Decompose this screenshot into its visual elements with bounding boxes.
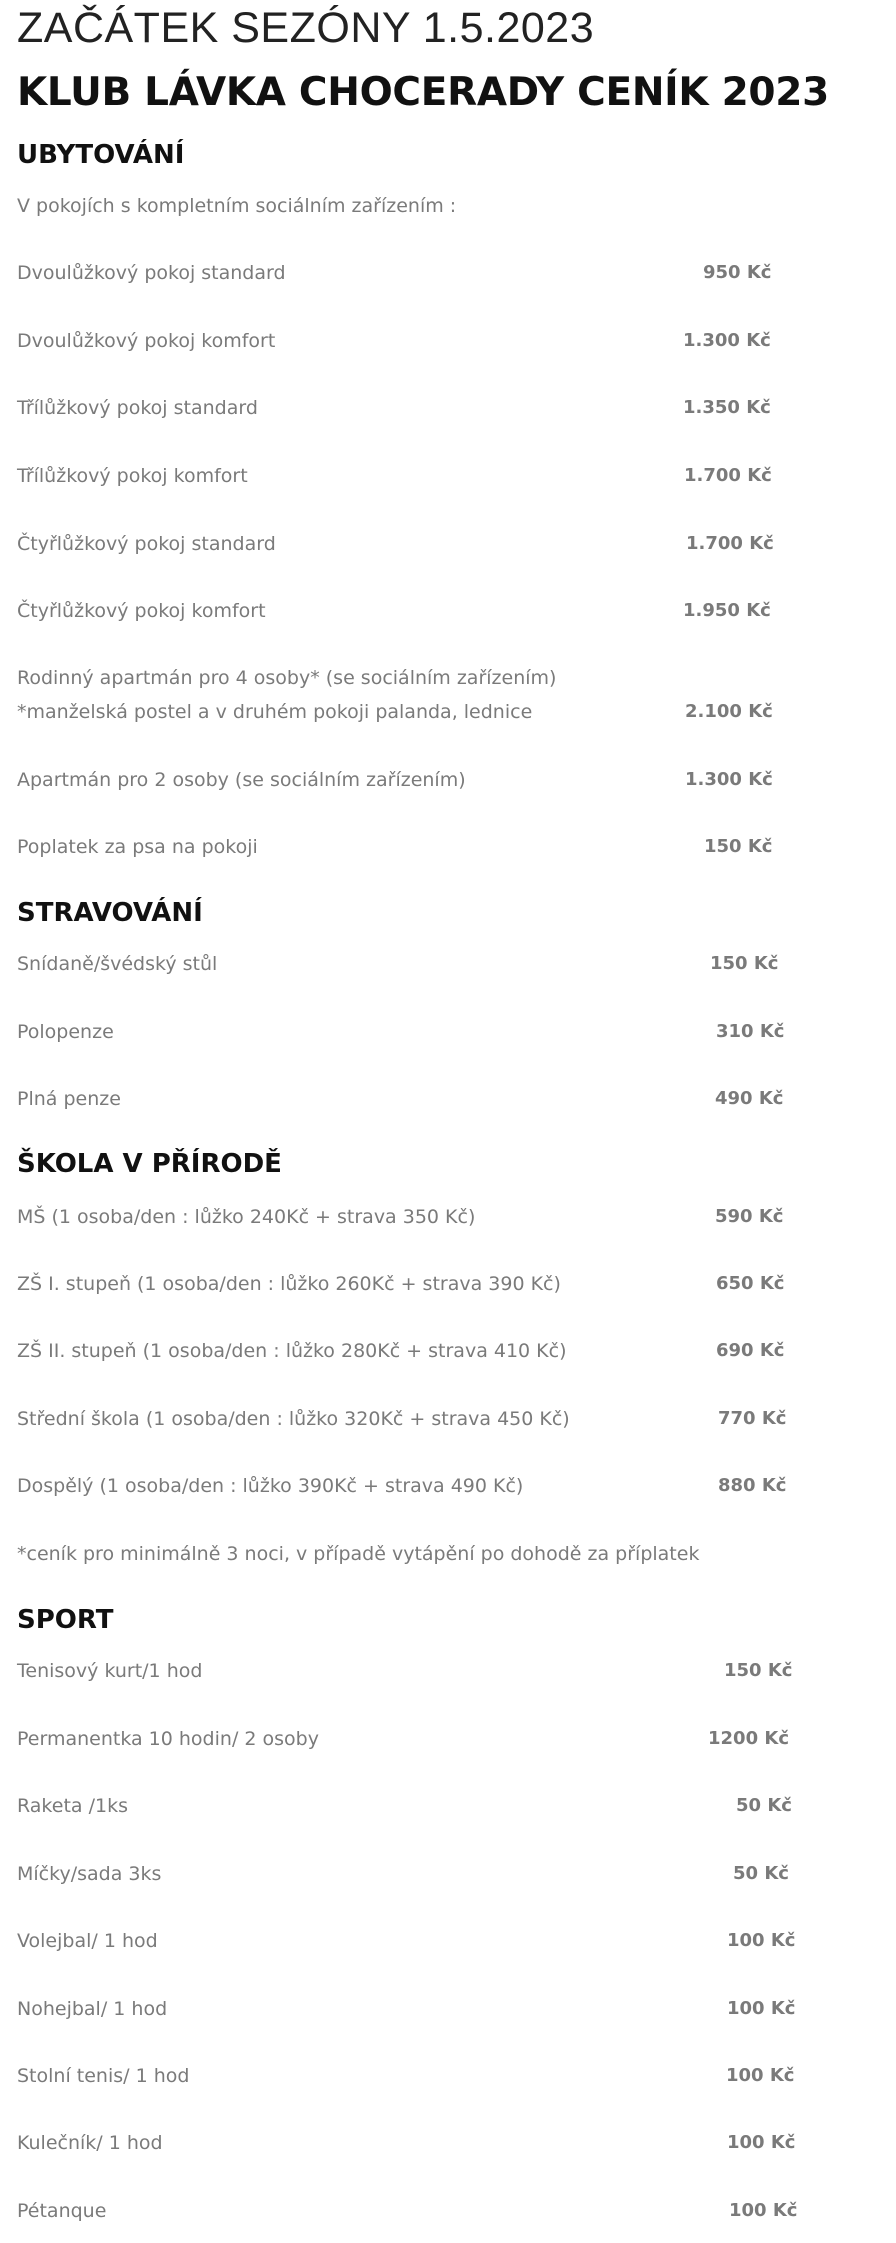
price-item-label: Třílůžkový pokoj komfort <box>17 465 248 487</box>
ubytovani-intro: V pokojích s kompletním sociálním zařízením : <box>17 195 457 217</box>
price-item-label: Apartmán pro 2 osoby (se sociálním zařízením) <box>17 769 466 791</box>
price-item-label: Míčky/sada 3ks <box>17 1863 162 1885</box>
price-item-value: 100 Kč <box>729 2200 798 2221</box>
price-item-label: Polopenze <box>17 1021 114 1043</box>
price-item-value: 590 Kč <box>715 1206 784 1227</box>
section-heading-skola: ŠKOLA V PŘÍRODĚ <box>17 1149 282 1179</box>
price-item-label: Raketa /1ks <box>17 1795 128 1817</box>
price-item-value: 100 Kč <box>727 1998 796 2019</box>
price-item-label: Permanentka 10 hodin/ 2 osoby <box>17 1728 319 1750</box>
price-item-value: 150 Kč <box>704 836 773 857</box>
season-start-heading: ZAČÁTEK SEZÓNY 1.5.2023 <box>17 4 595 52</box>
price-item-label: Pétanque <box>17 2200 107 2222</box>
price-item-value: 690 Kč <box>716 1340 785 1361</box>
section-heading-stravovani: STRAVOVÁNÍ <box>17 898 203 928</box>
price-item-label: MŠ (1 osoba/den : lůžko 240Kč + strava 350 Kč) <box>17 1206 476 1228</box>
price-item-label: Dospělý (1 osoba/den : lůžko 390Kč + strava 490 Kč) <box>17 1475 524 1497</box>
price-item-value: 770 Kč <box>718 1408 787 1429</box>
price-item-label: Střední škola (1 osoba/den : lůžko 320Kč + strava 450 Kč) <box>17 1408 570 1430</box>
price-item-value: 1.300 Kč <box>683 330 771 351</box>
price-item-label: Poplatek za psa na pokoji <box>17 836 258 858</box>
price-item-value: 490 Kč <box>715 1088 784 1109</box>
price-item-value: 2.100 Kč <box>685 701 773 722</box>
price-item-value: 880 Kč <box>718 1475 787 1496</box>
price-item-note: *manželská postel a v druhém pokoji palanda, lednice <box>17 701 533 723</box>
price-item-value: 50 Kč <box>736 1795 792 1816</box>
price-item-value: 150 Kč <box>724 1660 793 1681</box>
price-item-label: Nohejbal/ 1 hod <box>17 1998 168 2020</box>
price-item-label: Stolní tenis/ 1 hod <box>17 2065 190 2087</box>
skola-footnote: *ceník pro minimálně 3 noci, v případě vytápění po dohodě za příplatek <box>17 1543 700 1565</box>
price-item-value: 950 Kč <box>703 262 772 283</box>
price-item-value: 1.300 Kč <box>685 769 773 790</box>
price-item-label: Rodinný apartmán pro 4 osoby* (se sociálním zařízením) <box>17 667 557 689</box>
price-item-value: 1200 Kč <box>708 1728 789 1749</box>
price-item-label: Dvoulůžkový pokoj standard <box>17 262 286 284</box>
price-item-label: ZŠ I. stupeň (1 osoba/den : lůžko 260Kč + strava 390 Kč) <box>17 1273 561 1295</box>
price-item-value: 1.950 Kč <box>683 600 771 621</box>
price-item-label: Volejbal/ 1 hod <box>17 1930 158 1952</box>
price-item-label: Kulečník/ 1 hod <box>17 2132 163 2154</box>
price-item-value: 100 Kč <box>727 2132 796 2153</box>
price-item-value: 150 Kč <box>710 953 779 974</box>
price-item-value: 100 Kč <box>727 1930 796 1951</box>
price-item-label: Třílůžkový pokoj standard <box>17 397 258 419</box>
price-item-value: 650 Kč <box>716 1273 785 1294</box>
page-title: KLUB LÁVKA CHOCERADY CENÍK 2023 <box>17 70 829 115</box>
price-item-value: 50 Kč <box>733 1863 789 1884</box>
price-item-label: ZŠ II. stupeň (1 osoba/den : lůžko 280Kč + strava 410 Kč) <box>17 1340 567 1362</box>
price-item-value: 1.350 Kč <box>683 397 771 418</box>
price-item-label: Dvoulůžkový pokoj komfort <box>17 330 276 352</box>
price-item-label: Čtyřlůžkový pokoj komfort <box>17 600 266 622</box>
price-item-label: Tenisový kurt/1 hod <box>17 1660 203 1682</box>
price-item-value: 1.700 Kč <box>686 533 774 554</box>
price-item-value: 310 Kč <box>716 1021 785 1042</box>
price-item-label: Snídaně/švédský stůl <box>17 953 218 975</box>
section-heading-sport: SPORT <box>17 1605 114 1635</box>
price-item-label: Plná penze <box>17 1088 121 1110</box>
price-item-value: 100 Kč <box>726 2065 795 2086</box>
price-item-value: 1.700 Kč <box>684 465 772 486</box>
price-item-label: Čtyřlůžkový pokoj standard <box>17 533 276 555</box>
section-heading-ubytovani: UBYTOVÁNÍ <box>17 140 185 170</box>
